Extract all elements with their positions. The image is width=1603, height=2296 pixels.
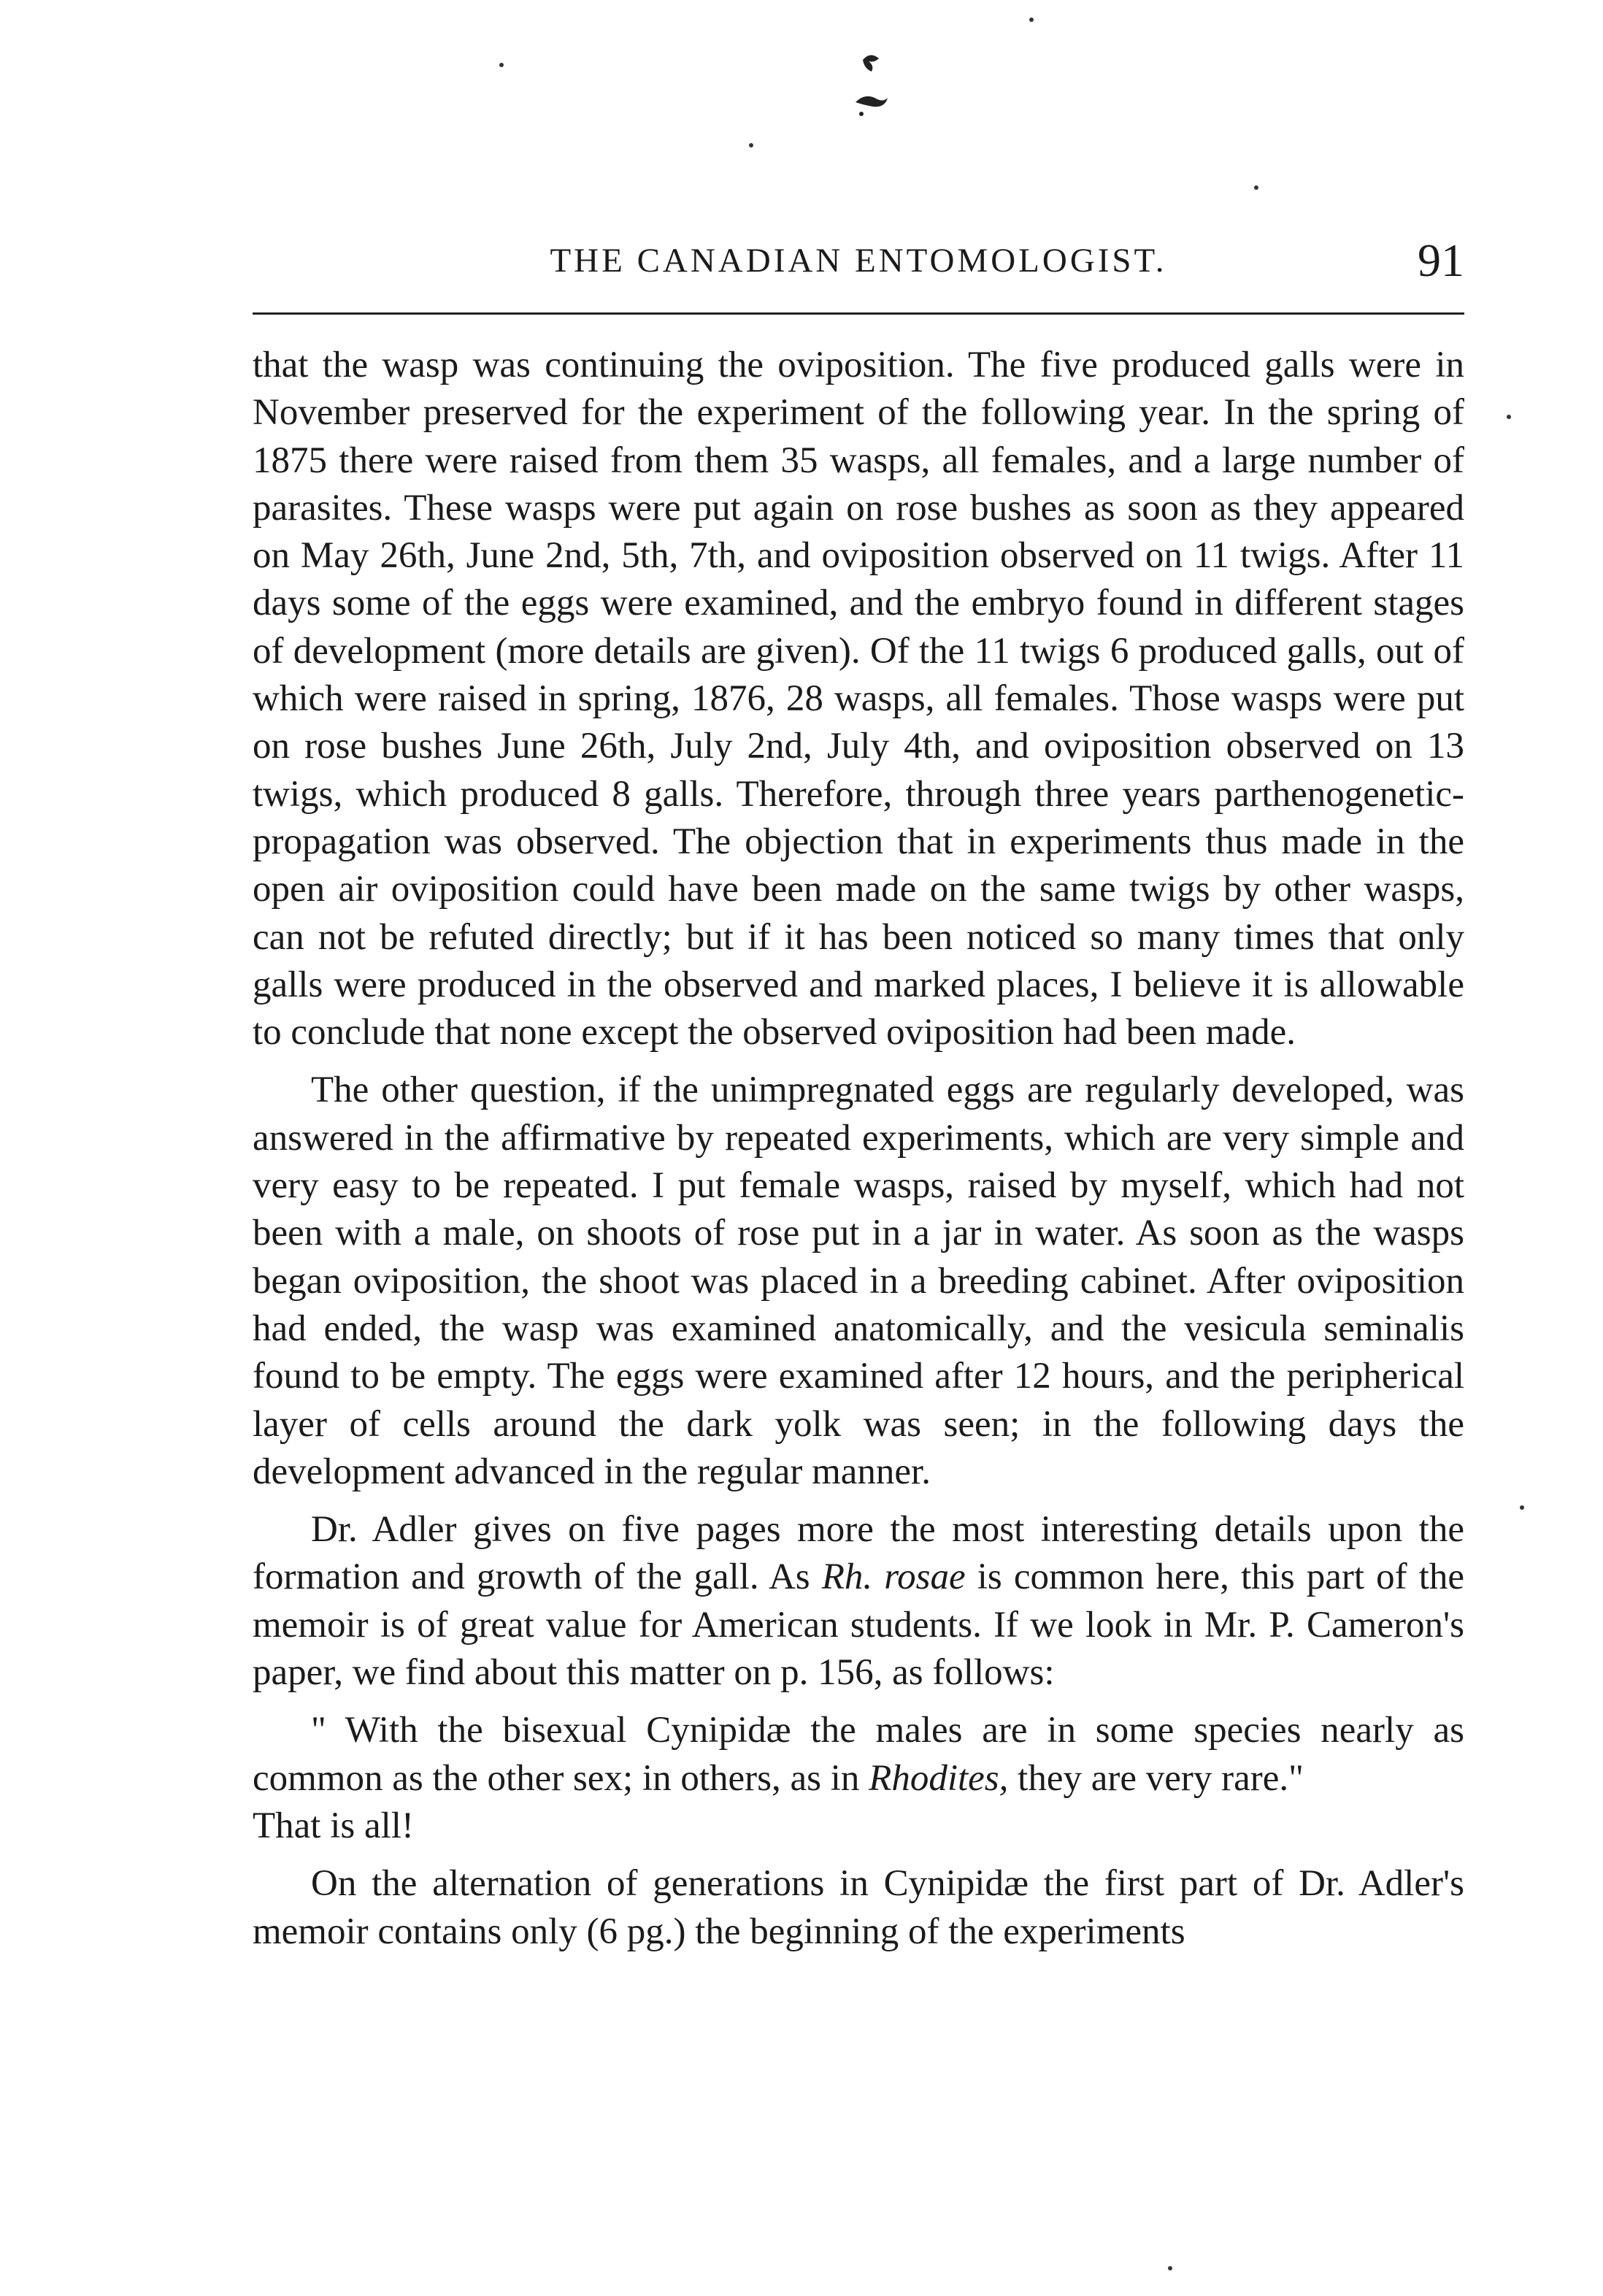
paragraph-1: that the wasp was continuing the oviposition. The five produced galls were in November preserved for the experiment of the following year. In the spring of 1875 there were raised from them 35 wasps, all females, and a large number of parasites. These wasps were put again on rose bushes as soon as they appeared on May 26th, June 2nd, 5th, 7th, and oviposition observed on 11 twigs. After 11 days some of the eggs were examined, and the embryo found in different stages of development (more details are given). Of the 11 twigs 6 produced galls, out of which were raised in spring, 1876, 28 wasps, all females. Those wasps were put on rose bushes June 26th, July 2nd, July 4th, and oviposition observed on 13 twigs, which produced 8 galls. Therefore, through three years parthenogenetic-propagation was observed. The objection that in experiments thus made in the open air oviposition could have been made on the same twigs by other wasps, can not be refuted directly; but if it has been noticed so many times that only galls were produced in the observed and marked places, I believe it is allowable to conclude that none except the observed oviposition had been made.	[253, 345, 1464, 1053]
ink-speck	[1507, 415, 1511, 419]
running-title: THE CANADIAN ENTOMOLOGIST.	[550, 242, 1167, 280]
paragraph-2: The other question, if the unimpregnated eggs are regularly developed, was answered in the affirmative by repeated experiments, which are very simple and very easy to be repeated. I put female wasps, raised by myself, which had not been with a male, on shoots of rose put in a jar in water. As soon as the wasps began oviposition, the shoot was placed in a breeding cabinet. After oviposition had ended, the wasp was examined anatomically, and the vesicula seminalis found to be empty. The eggs were examined after 12 hours, and the peripherical layer of cells around the dark yolk was seen; in the following days the development advanced in the regular manner.	[253, 1070, 1464, 1492]
paragraph-3-text-a: Dr. Adler gives on five pages more the most interesting details upon the formation and growth of the gall. As	[253, 1509, 1464, 1598]
ink-speck	[749, 143, 753, 147]
running-head	[253, 234, 1464, 299]
body-text	[253, 342, 1464, 1956]
ink-speck	[1254, 185, 1258, 190]
paragraph-3	[253, 1506, 1464, 1697]
ink-speck	[1520, 1505, 1524, 1510]
quotation-text-a: " With the bisexual Cynipidæ the males are in some species nearly as common as the other sex; in others, as in	[253, 1710, 1464, 1799]
ink-speck	[1168, 2266, 1172, 2270]
quotation-text-b: they are very rare."	[1008, 1757, 1304, 1799]
paragraph-that-is-all: That is all!	[253, 1805, 414, 1846]
ink-speck	[1029, 18, 1034, 22]
quotation	[253, 1707, 1464, 1802]
species-name-rh-rosae: Rh. rosae	[821, 1556, 966, 1598]
paragraph-6: On the alternation of generations in Cynipidæ the first part of Dr. Adler's memoir contains only (6 pg.) the beginning of the experiments	[253, 1863, 1464, 1952]
header-rule	[253, 312, 1464, 315]
page-number: 91	[1418, 234, 1464, 286]
paragraph-3-text-b: is common here, this part of the memoir is of great value for American students. If we look in Mr. P. Cameron's paper, we find about this matter on p. 156, as follows:	[253, 1556, 1465, 1694]
ornament-mark	[841, 45, 899, 126]
genus-name-rhodites: Rhodites,	[869, 1757, 1009, 1799]
ink-speck	[499, 63, 504, 67]
